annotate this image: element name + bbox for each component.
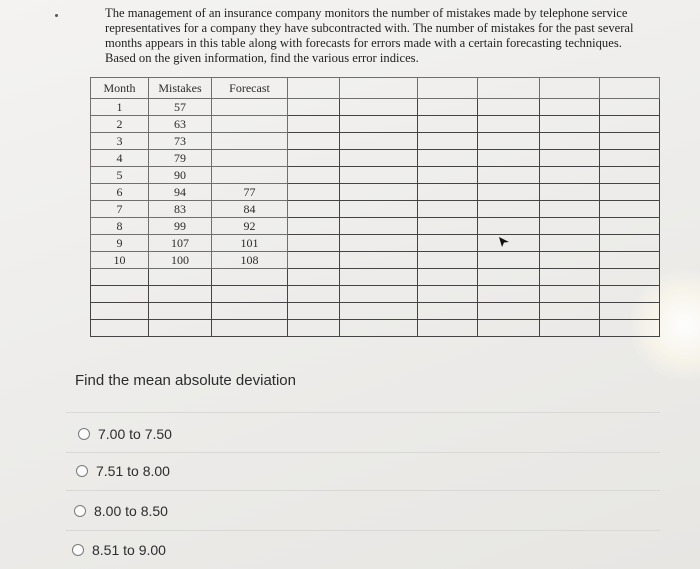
table-row [91,167,660,184]
empty-row [91,320,660,337]
empty-cell [418,167,478,184]
table-row [91,133,660,150]
empty-cell [288,184,340,201]
empty-cell [478,133,540,150]
empty-cell [540,201,600,218]
forecast-cell [212,150,288,167]
empty-cell [288,133,340,150]
empty-cell [600,320,660,337]
month-cell: 2 [91,116,149,133]
empty-cell [288,252,340,269]
month-cell: 3 [91,133,149,150]
table-row [91,116,660,133]
empty-cell [600,150,660,167]
empty-cell [340,184,418,201]
empty-cell [478,252,540,269]
empty-cell [600,116,660,133]
empty-cell [418,269,478,286]
empty-cell [340,167,418,184]
empty-row [91,303,660,320]
empty-cell [340,116,418,133]
empty-cell [600,201,660,218]
empty-cell [340,252,418,269]
empty-cell [540,218,600,235]
option-4[interactable] [72,542,166,558]
problem-statement: The management of an insurance company monitors the number of mistakes made by telephone service representatives for a company they have subcontracted with. The number of mistakes for the past several months appears in this table along with forecasts for errors made with a certain forecasting techniques. Based on the given information, find the various error indices. [105,6,634,65]
mistakes-cell: 83 [149,201,212,218]
cursor-arrow-icon [498,236,510,248]
forecast-cell: 84 [212,201,288,218]
empty-cell [149,303,212,320]
mistakes-cell: 107 [149,235,212,252]
empty-cell [288,269,340,286]
forecast-cell [212,99,288,116]
empty-cell [149,320,212,337]
option-label: 8.00 to 8.50 [94,503,168,519]
month-cell: 9 [91,235,149,252]
empty-cell [418,99,478,116]
empty-cell [540,78,600,99]
empty-cell [540,235,600,252]
option-label: 7.51 to 8.00 [96,463,170,479]
divider [66,490,660,491]
mistakes-cell: 79 [149,150,212,167]
empty-cell [600,184,660,201]
table-row [91,184,660,201]
divider [66,530,660,531]
empty-cell [478,286,540,303]
table-header-row [91,78,660,99]
empty-cell [212,286,288,303]
empty-cell [288,320,340,337]
empty-cell [418,235,478,252]
empty-cell [340,133,418,150]
mistakes-cell: 100 [149,252,212,269]
forecast-cell: 108 [212,252,288,269]
empty-cell [418,303,478,320]
empty-cell [340,303,418,320]
question-text: Find the mean absolute deviation [75,372,296,389]
option-3[interactable] [74,503,168,519]
empty-cell [288,99,340,116]
radio-button[interactable] [76,465,88,477]
empty-cell [340,286,418,303]
empty-cell [340,150,418,167]
empty-cell [478,303,540,320]
empty-cell [340,99,418,116]
empty-cell [288,235,340,252]
radio-button[interactable] [72,544,84,556]
option-1[interactable] [78,426,172,442]
mistakes-cell: 73 [149,133,212,150]
empty-cell [340,269,418,286]
empty-cell [540,269,600,286]
empty-cell [540,133,600,150]
forecast-cell [212,133,288,150]
empty-cell [600,167,660,184]
empty-cell [478,116,540,133]
month-cell: 7 [91,201,149,218]
empty-row [91,269,660,286]
data-table [90,77,660,337]
empty-cell [540,116,600,133]
empty-cell [288,167,340,184]
empty-cell [91,286,149,303]
option-label: 7.00 to 7.50 [98,426,172,442]
empty-cell [288,201,340,218]
month-cell: 8 [91,218,149,235]
radio-button[interactable] [74,505,86,517]
empty-cell [478,201,540,218]
month-cell: 6 [91,184,149,201]
empty-cell [418,320,478,337]
empty-cell [340,201,418,218]
empty-cell [540,252,600,269]
table-row [91,201,660,218]
empty-cell [288,286,340,303]
empty-cell [540,286,600,303]
empty-cell [340,78,418,99]
empty-cell [540,184,600,201]
mistakes-cell: 57 [149,99,212,116]
empty-cell [478,78,540,99]
column-header: Mistakes [149,78,212,99]
empty-cell [418,286,478,303]
table-row [91,235,660,252]
empty-cell [478,150,540,167]
month-cell: 10 [91,252,149,269]
empty-cell [212,320,288,337]
empty-cell [540,320,600,337]
empty-cell [212,269,288,286]
empty-cell [478,184,540,201]
empty-cell [288,116,340,133]
month-cell: 5 [91,167,149,184]
empty-cell [478,269,540,286]
empty-cell [91,303,149,320]
column-header: Forecast [212,78,288,99]
option-2[interactable] [76,463,170,479]
table-row [91,218,660,235]
empty-cell [600,218,660,235]
empty-cell [418,150,478,167]
month-cell: 4 [91,150,149,167]
empty-cell [478,218,540,235]
forecast-cell [212,116,288,133]
empty-cell [418,201,478,218]
empty-cell [418,184,478,201]
empty-cell [418,218,478,235]
empty-cell [418,116,478,133]
speck [55,14,58,17]
radio-button[interactable] [78,428,90,440]
empty-cell [478,99,540,116]
empty-cell [600,235,660,252]
empty-cell [340,320,418,337]
empty-cell [600,303,660,320]
empty-cell [288,150,340,167]
empty-cell [288,303,340,320]
empty-cell [600,78,660,99]
empty-row [91,286,660,303]
empty-cell [540,150,600,167]
table-row [91,99,660,116]
empty-cell [478,167,540,184]
empty-cell [212,303,288,320]
empty-cell [600,133,660,150]
empty-cell [91,269,149,286]
empty-cell [540,99,600,116]
empty-cell [478,320,540,337]
divider [66,412,660,413]
mistakes-cell: 63 [149,116,212,133]
divider [66,452,660,453]
empty-cell [540,167,600,184]
forecast-cell: 101 [212,235,288,252]
mistakes-cell: 94 [149,184,212,201]
empty-cell [600,99,660,116]
empty-cell [340,235,418,252]
mistakes-cell: 99 [149,218,212,235]
empty-cell [340,218,418,235]
empty-cell [418,78,478,99]
option-label: 8.51 to 9.00 [92,542,166,558]
forecast-cell [212,167,288,184]
empty-cell [600,252,660,269]
empty-cell [288,78,340,99]
column-header: Month [91,78,149,99]
empty-cell [600,286,660,303]
forecast-cell: 92 [212,218,288,235]
empty-cell [600,269,660,286]
empty-cell [540,303,600,320]
month-cell: 1 [91,99,149,116]
empty-cell [91,320,149,337]
table-row [91,150,660,167]
forecast-cell: 77 [212,184,288,201]
empty-cell [149,286,212,303]
empty-cell [418,252,478,269]
mistakes-cell: 90 [149,167,212,184]
empty-cell [149,269,212,286]
empty-cell [418,133,478,150]
empty-cell [288,218,340,235]
table-row [91,252,660,269]
